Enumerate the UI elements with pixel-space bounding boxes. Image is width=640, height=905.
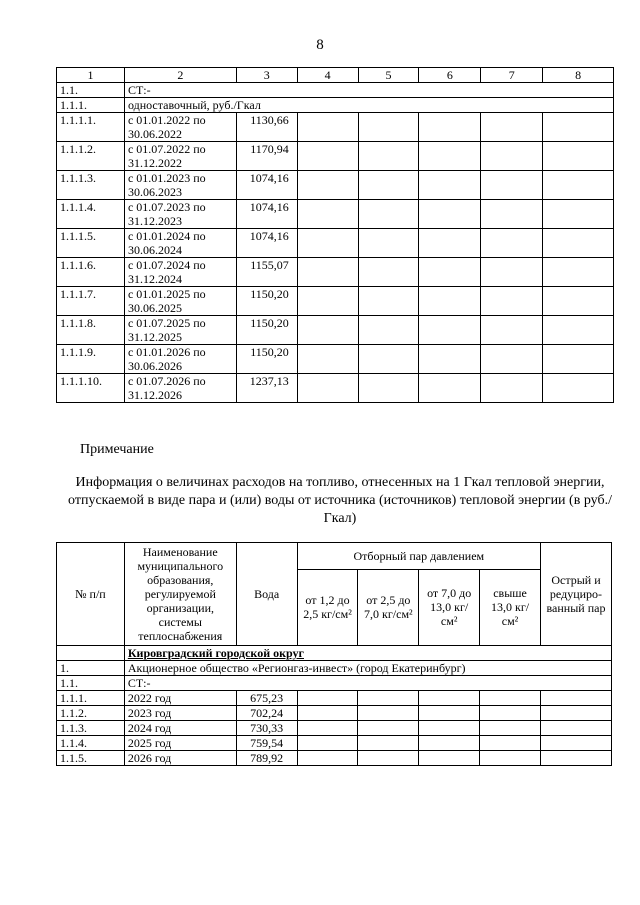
header-cell: 6 [419, 68, 481, 83]
row-period: с 01.01.2025 по 30.06.2025 [124, 287, 236, 316]
empty-cell [419, 691, 480, 706]
table-row [57, 142, 614, 171]
note-label: Примечание [80, 442, 154, 457]
row-period: с 01.07.2024 по 31.12.2024 [124, 258, 236, 287]
empty-cell [540, 751, 611, 766]
section-label: СТ:- [124, 83, 613, 98]
empty-cell [358, 229, 419, 258]
empty-cell [358, 691, 419, 706]
row-num: 1.1.1.1. [57, 113, 125, 142]
empty-cell [297, 113, 358, 142]
header-cell: 2 [124, 68, 236, 83]
row-period: с 01.07.2023 по 31.12.2023 [124, 200, 236, 229]
col-num-header: № п/п [57, 543, 125, 646]
subsection-row [57, 98, 614, 113]
row-value: 1150,20 [236, 345, 297, 374]
steam-col-header: от 1,2 до 2,5 кг/см² [297, 569, 358, 645]
empty-cell [419, 751, 480, 766]
empty-cell [358, 113, 419, 142]
row-water-value: 730,33 [236, 721, 297, 736]
empty-cell [297, 751, 358, 766]
row-num: 1.1.3. [57, 721, 125, 736]
empty-cell [358, 258, 419, 287]
empty-cell [480, 721, 541, 736]
empty-cell [297, 691, 358, 706]
empty-cell [481, 374, 543, 403]
empty-cell [297, 200, 358, 229]
table-row [57, 229, 614, 258]
empty-cell [481, 142, 543, 171]
row-water-value: 759,54 [236, 736, 297, 751]
header-cell: 8 [543, 68, 614, 83]
col-steam-group-header: Отборный пар давлением [297, 543, 540, 570]
empty-cell [543, 316, 614, 345]
row-num: 1.1.1.10. [57, 374, 125, 403]
empty-cell [358, 736, 419, 751]
row-period: с 01.01.2022 по 30.06.2022 [124, 113, 236, 142]
empty-cell [358, 374, 419, 403]
section-num: 1.1. [57, 83, 125, 98]
empty-cell [419, 113, 481, 142]
table-row [57, 721, 612, 736]
row-year: 2023 год [124, 706, 236, 721]
empty-cell [358, 142, 419, 171]
st-num: 1.1. [57, 676, 125, 691]
empty-cell [419, 736, 480, 751]
row-num: 1.1.2. [57, 706, 125, 721]
empty-cell [57, 646, 125, 661]
empty-cell [297, 258, 358, 287]
empty-cell [481, 258, 543, 287]
row-value: 1130,66 [236, 113, 297, 142]
row-period: с 01.07.2022 по 31.12.2022 [124, 142, 236, 171]
row-num: 1.1.1.7. [57, 287, 125, 316]
empty-cell [543, 200, 614, 229]
district-label: Кировградский городской округ [124, 646, 611, 661]
empty-cell [481, 113, 543, 142]
empty-cell [358, 287, 419, 316]
empty-cell [297, 345, 358, 374]
row-num: 1.1.1.8. [57, 316, 125, 345]
steam-col-header: свыше 13,0 кг/см² [480, 569, 541, 645]
row-value: 1074,16 [236, 229, 297, 258]
empty-cell [297, 142, 358, 171]
empty-cell [481, 316, 543, 345]
row-value: 1170,94 [236, 142, 297, 171]
row-num: 1.1.1.2. [57, 142, 125, 171]
empty-cell [297, 374, 358, 403]
row-value: 1155,07 [236, 258, 297, 287]
tariff-table [56, 67, 614, 403]
empty-cell [481, 200, 543, 229]
row-water-value: 702,24 [236, 706, 297, 721]
org-label: Акционерное общество «Регионгаз-инвест» (город Екатеринбург) [124, 661, 611, 676]
table-row [57, 706, 612, 721]
col-name-header: Наименование муниципального образования, регулируемой организации, системы теплоснабжения [124, 543, 236, 646]
empty-cell [543, 142, 614, 171]
empty-cell [419, 229, 481, 258]
subsection-label: одноставочный, руб./Гкал [124, 98, 613, 113]
row-num: 1.1.1.4. [57, 200, 125, 229]
empty-cell [419, 287, 481, 316]
table-row [57, 316, 614, 345]
row-value: 1074,16 [236, 200, 297, 229]
empty-cell [480, 751, 541, 766]
table-row [57, 113, 614, 142]
table-row [57, 374, 614, 403]
district-row [57, 646, 612, 661]
table-header-row [57, 68, 614, 83]
row-period: с 01.07.2026 по 31.12.2026 [124, 374, 236, 403]
row-num: 1.1.1.5. [57, 229, 125, 258]
st-label: СТ:- [124, 676, 611, 691]
empty-cell [540, 706, 611, 721]
steam-col-header: от 2,5 до 7,0 кг/см² [358, 569, 419, 645]
empty-cell [358, 706, 419, 721]
empty-cell [480, 691, 541, 706]
header-cell: 3 [236, 68, 297, 83]
empty-cell [481, 287, 543, 316]
empty-cell [297, 171, 358, 200]
row-num: 1.1.1.3. [57, 171, 125, 200]
empty-cell [297, 736, 358, 751]
header-cell: 5 [358, 68, 419, 83]
section-row [57, 83, 614, 98]
empty-cell [297, 316, 358, 345]
row-value: 1150,20 [236, 287, 297, 316]
empty-cell [419, 258, 481, 287]
empty-cell [540, 691, 611, 706]
row-num: 1.1.5. [57, 751, 125, 766]
col-water-header: Вода [236, 543, 297, 646]
row-num: 1.1.1.6. [57, 258, 125, 287]
row-period: с 01.01.2026 по 30.06.2026 [124, 345, 236, 374]
row-water-value: 675,23 [236, 691, 297, 706]
empty-cell [543, 287, 614, 316]
row-period: с 01.01.2023 по 30.06.2023 [124, 171, 236, 200]
empty-cell [419, 721, 480, 736]
header-cell: 7 [481, 68, 543, 83]
table-row [57, 200, 614, 229]
empty-cell [358, 721, 419, 736]
empty-cell [358, 316, 419, 345]
row-num: 1.1.1. [57, 691, 125, 706]
empty-cell [543, 345, 614, 374]
empty-cell [419, 706, 480, 721]
row-num: 1.1.1.9. [57, 345, 125, 374]
empty-cell [543, 374, 614, 403]
empty-cell [419, 200, 481, 229]
row-water-value: 789,92 [236, 751, 297, 766]
empty-cell [419, 171, 481, 200]
table-header-row [57, 543, 612, 570]
table-row [57, 171, 614, 200]
empty-cell [543, 171, 614, 200]
table-row [57, 345, 614, 374]
empty-cell [358, 200, 419, 229]
empty-cell [481, 229, 543, 258]
empty-cell [297, 287, 358, 316]
empty-cell [419, 345, 481, 374]
empty-cell [481, 171, 543, 200]
empty-cell [297, 706, 358, 721]
row-num: 1.1.4. [57, 736, 125, 751]
row-value: 1150,20 [236, 316, 297, 345]
row-year: 2022 год [124, 691, 236, 706]
subsection-num: 1.1.1. [57, 98, 125, 113]
empty-cell [540, 721, 611, 736]
empty-cell [419, 316, 481, 345]
empty-cell [543, 258, 614, 287]
row-value: 1074,16 [236, 171, 297, 200]
row-year: 2025 год [124, 736, 236, 751]
empty-cell [480, 706, 541, 721]
table-row [57, 691, 612, 706]
empty-cell [358, 751, 419, 766]
empty-cell [540, 736, 611, 751]
empty-cell [419, 374, 481, 403]
table-row [57, 258, 614, 287]
row-value: 1237,13 [236, 374, 297, 403]
steam-col-header: от 7,0 до 13,0 кг/см² [419, 569, 480, 645]
empty-cell [480, 736, 541, 751]
info-title: Информация о величинах расходов на топливо, отнесенных на 1 Гкал тепловой энергии, отпускаемой в виде пара и (или) воды от источника (источников) тепловой энергии (в руб./Гкал) [68, 475, 612, 526]
row-period: с 01.07.2025 по 31.12.2025 [124, 316, 236, 345]
org-row [57, 661, 612, 676]
st-row [57, 676, 612, 691]
org-num: 1. [57, 661, 125, 676]
empty-cell [419, 142, 481, 171]
page-number: 8 [316, 37, 324, 53]
empty-cell [297, 721, 358, 736]
header-cell: 4 [297, 68, 358, 83]
fuel-cost-table [56, 542, 612, 766]
empty-cell [358, 171, 419, 200]
col-sharp-header: Острый и редуциро-ванный пар [540, 543, 611, 646]
empty-cell [481, 345, 543, 374]
empty-cell [543, 113, 614, 142]
table-row [57, 751, 612, 766]
empty-cell [358, 345, 419, 374]
empty-cell [297, 229, 358, 258]
table-row [57, 736, 612, 751]
empty-cell [543, 229, 614, 258]
row-year: 2024 год [124, 721, 236, 736]
row-year: 2026 год [124, 751, 236, 766]
header-cell: 1 [57, 68, 125, 83]
table-row [57, 287, 614, 316]
row-period: с 01.01.2024 по 30.06.2024 [124, 229, 236, 258]
